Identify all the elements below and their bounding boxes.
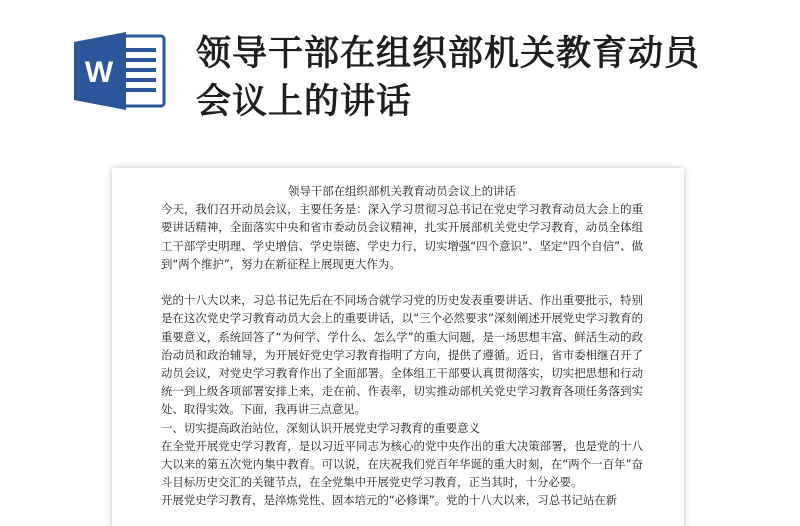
document-paragraph-1: 今天，我们召开动员会议，主要任务是：深入学习贯彻习总书记在党史学习教育动员大会上的重要讲话精神，全面落实中央和省市委动员会议精神，扎实开展部机关党史学习教育，动员全体组工干部学史明理、学史增信、学史崇德、学史力行，切实增强“四个意识”、坚定“四个自信”、做到“两个维护”，努力在新征程上展现更大作为。 — [161, 202, 643, 271]
document-paragraph-2: 党的十八大以来，习总书记先后在不同场合就学习党的历史发表重要讲话、作出重要批示，特别是在这次党史学习教育动员大会上的重要讲话，以“三个必然要求”深刻阐述开展党史学习教育的重要意义，系统回答了“为何学、学什么、怎么学”的重大问题，是一场思想丰富、鲜活生动的政治动员和政治辅导，为开展好党史学习教育指明了方向，提供了遵循。近日，省市委相继召开了动员会议，对党史学习教育作出了全面部署。全体组工干部要认真贯彻落实，切实把思想和行动统一到上级各项部署安排上来，走在前、作表率，切实推动部机关党史学习教育各项任务落到实处、取得实效。下面，我再讲三点意见。 — [161, 293, 643, 417]
document-body — [161, 182, 643, 510]
page-title-line-2: 会议上的讲话 — [196, 82, 413, 122]
document-paragraph-4: 开展党史学习教育，是淬炼党性、固本培元的“必修课”。党的十八大以来，习总书记站在新 — [161, 493, 618, 508]
document-blank-line — [161, 273, 643, 291]
header — [0, 0, 800, 160]
page-title — [196, 30, 756, 126]
document-paragraph-3: 在全党开展党史学习教育，是以习近平同志为核心的党中央作出的重大决策部署，也是党的十八大以来的第五次党内集中教育。可以说，在庆祝我们党百年华诞的重大时刻，在“两个一百年”奋斗目标历史交汇的关键节点，在全党集中开展党史学习教育，正当其时，十分必要。 — [161, 438, 643, 490]
document-section-heading-1: 一、切实提高政治站位，深刻认识开展党史学习教育的重要意义 — [161, 420, 480, 435]
page-title-line-1: 领导干部在组织部机关教育动员 — [196, 34, 701, 74]
document-title: 领导干部在组织部机关教育动员会议上的讲话 — [288, 184, 516, 198]
document-preview-sheet — [112, 168, 684, 526]
word-document-icon — [74, 32, 166, 110]
word-icon-letter: W — [84, 56, 114, 89]
